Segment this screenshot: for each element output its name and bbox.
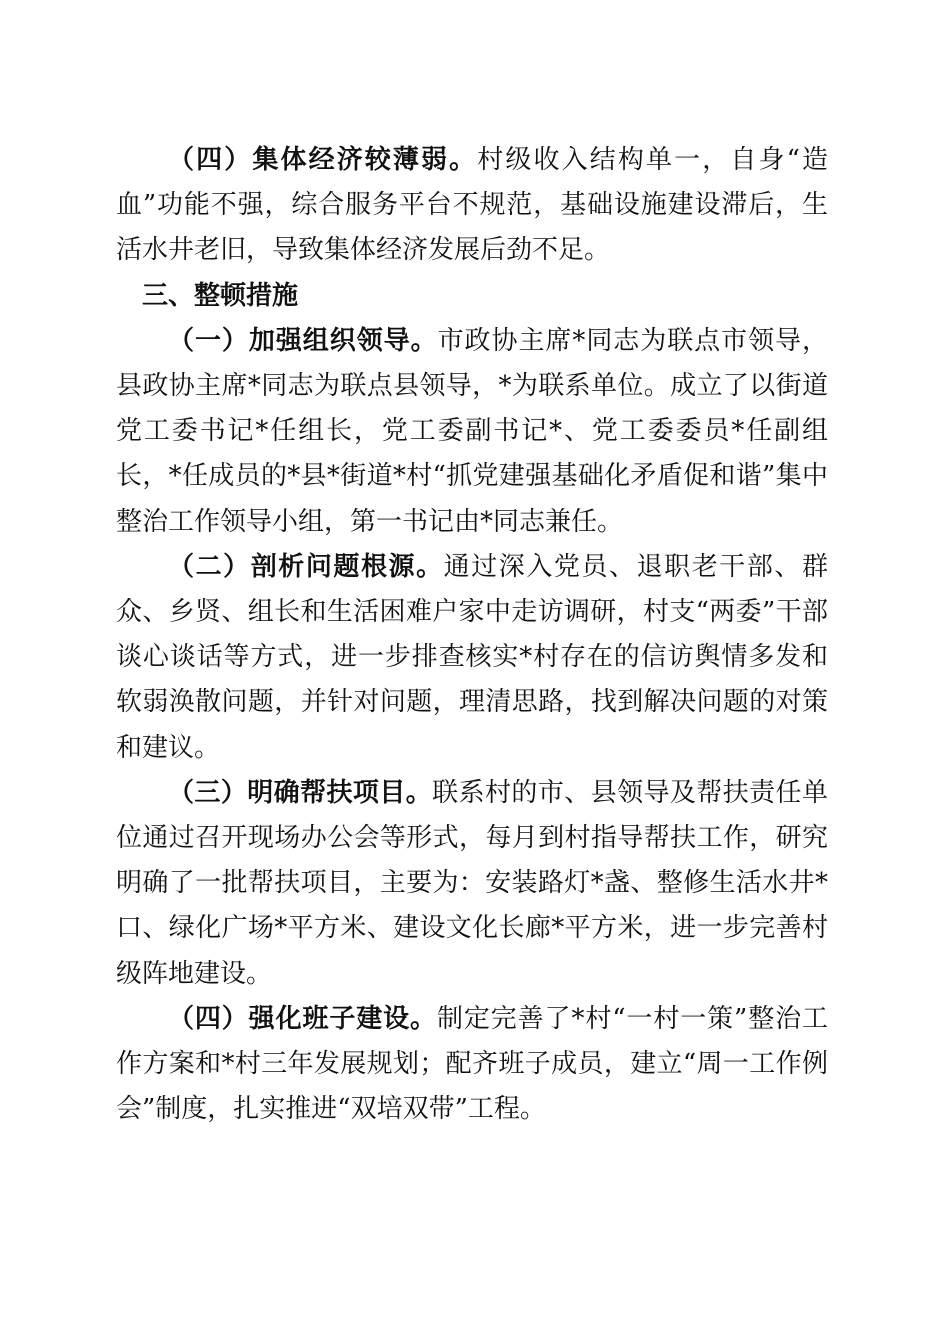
measure-body: 通过深入党员、退职老干部、群众、乡贤、组长和生活困难户家中走访调研，村支“两委”干部谈心谈话等方式，进一步排查核实*村存在的信访舆情多发和软弱涣散问题，并针对问题，理清思路，找到解决问题的对策和建议。 bbox=[116, 551, 828, 763]
measure-body: 联系村的市、县领导及帮扶责任单位通过召开现场办公会等形式，每月到村指导帮扶工作，研究明确了一批帮扶项目，主要为：安装路灯*盏、整修生活水井*口、绿化广场*平方米、建设文化长廊*平方米，进一步完善村级阵地建设。 bbox=[116, 777, 828, 989]
measure-lead: （三）明确帮扶项目。 bbox=[168, 777, 433, 808]
measure-lead: （四）强化班子建设。 bbox=[168, 1003, 437, 1034]
measure-paragraph-2 bbox=[116, 545, 828, 771]
document-body bbox=[116, 138, 828, 1132]
measure-paragraph-1 bbox=[116, 319, 828, 545]
section-heading: 三、整顿措施 bbox=[142, 280, 299, 311]
measure-body: 制定完善了*村“一村一策”整治工作方案和*村三年发展规划；配齐班子成员，建立“周一工作例会”制度，扎实推进“双培双带”工程。 bbox=[116, 1003, 828, 1125]
paragraph-lead: （四）集体经济较薄弱。 bbox=[168, 145, 478, 175]
measure-paragraph-4 bbox=[116, 997, 828, 1133]
paragraph-body: 村级收入结构单一，自身“造血”功能不强，综合服务平台不规范，基础设施建设滞后，生活水井老旧，导致集体经济发展后劲不足。 bbox=[116, 145, 828, 266]
measure-lead: （一）加强组织领导。 bbox=[168, 325, 438, 356]
measure-body: 市政协主席*同志为联点市领导，县政协主席*同志为联点县领导，*为联系单位。成立了以街道党工委书记*任组长，党工委副书记*、党工委委员*任副组长，*任成员的*县*街道*村“抓党建强基础化矛盾促和谐”集中整治工作领导小组，第一书记由*同志兼任。 bbox=[116, 325, 828, 537]
paragraph-collective-economy bbox=[116, 138, 828, 274]
measure-lead: （二）剖析问题根源。 bbox=[168, 551, 444, 582]
measure-paragraph-3 bbox=[116, 771, 828, 997]
